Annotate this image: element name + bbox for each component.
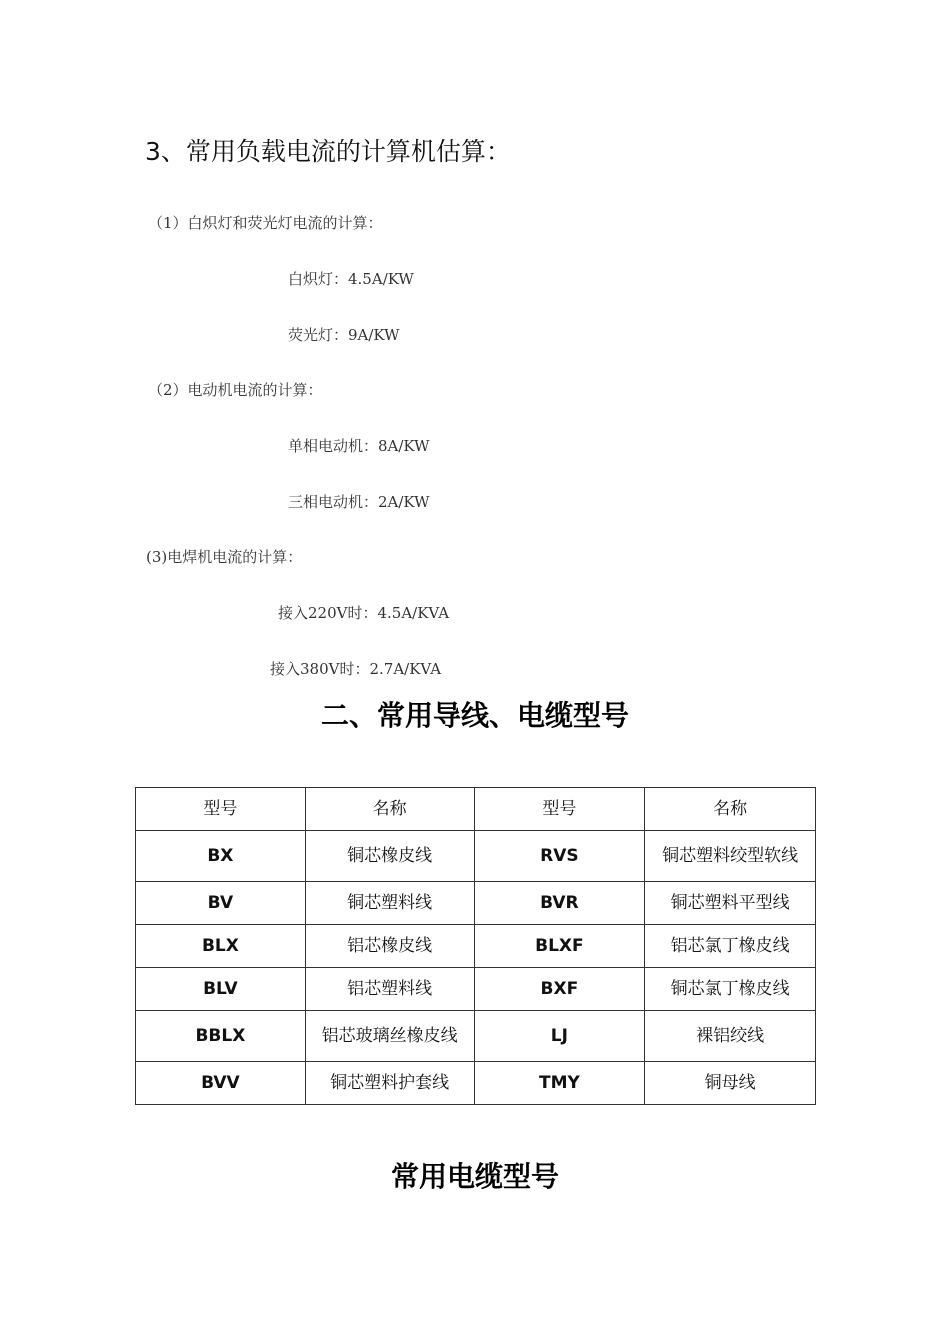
table-cell-model: LJ (474, 1011, 645, 1062)
header-name-2: 名称 (645, 788, 816, 831)
table-cell-model: BLV (136, 968, 306, 1011)
sub1-heading: （1）白炽灯和荧光灯电流的计算： (148, 214, 383, 232)
table-cell-name: 裸铝绞线 (645, 1011, 816, 1062)
table-header-row (136, 788, 816, 831)
table-row (136, 1011, 816, 1062)
table-row (136, 968, 816, 1011)
table-cell-name: 铜芯塑料线 (305, 882, 474, 925)
table-cell-name: 铝芯橡皮线 (305, 925, 474, 968)
three-phase-line: 三相电动机：2A/KW (288, 493, 430, 511)
welder-220v-line: 接入220V时：4.5A/KVA (278, 604, 450, 622)
table-cell-name: 铜芯氯丁橡皮线 (645, 968, 816, 1011)
table-cell-model: BLXF (474, 925, 645, 968)
single-phase-line: 单相电动机：8A/KW (288, 437, 430, 455)
fluorescent-line: 荧光灯：9A/KW (288, 326, 400, 344)
table-cell-model: TMY (474, 1062, 645, 1105)
header-model-2: 型号 (474, 788, 645, 831)
header-model-1: 型号 (136, 788, 306, 831)
table-cell-name: 铜芯塑料平型线 (645, 882, 816, 925)
section-two-title: 二、常用导线、电缆型号 (320, 699, 629, 732)
table-cell-name: 铝芯氯丁橡皮线 (645, 925, 816, 968)
table-cell-model: BVV (136, 1062, 306, 1105)
table-cell-model: BVR (474, 882, 645, 925)
welder-380v-line: 接入380V时：2.7A/KVA (270, 660, 442, 678)
table-cell-model: BX (136, 831, 306, 882)
table-row (136, 831, 816, 882)
section3-title: 3、常用负载电流的计算机估算： (145, 137, 511, 166)
table-row (136, 925, 816, 968)
table-cell-name: 铜母线 (645, 1062, 816, 1105)
table-row (136, 1062, 816, 1105)
table-cell-model: BLX (136, 925, 306, 968)
table-cell-name: 铜芯塑料绞型软线 (645, 831, 816, 882)
table-cell-model: RVS (474, 831, 645, 882)
table-row (136, 882, 816, 925)
table-cell-model: BXF (474, 968, 645, 1011)
incandescent-line: 白炽灯：4.5A/KW (288, 270, 414, 288)
table-cell-name: 铜芯塑料护套线 (305, 1062, 474, 1105)
cable-section-title: 常用电缆型号 (390, 1160, 559, 1193)
table-cell-name: 铜芯橡皮线 (305, 831, 474, 882)
cable-type-table (135, 787, 816, 1105)
table-cell-model: BBLX (136, 1011, 306, 1062)
table-cell-name: 铝芯塑料线 (305, 968, 474, 1011)
sub2-heading: （2）电动机电流的计算： (148, 381, 323, 399)
sub3-heading: (3)电焊机电流的计算： (146, 548, 303, 566)
table-cell-model: BV (136, 882, 306, 925)
table-cell-name: 铝芯玻璃丝橡皮线 (305, 1011, 474, 1062)
header-name-1: 名称 (305, 788, 474, 831)
